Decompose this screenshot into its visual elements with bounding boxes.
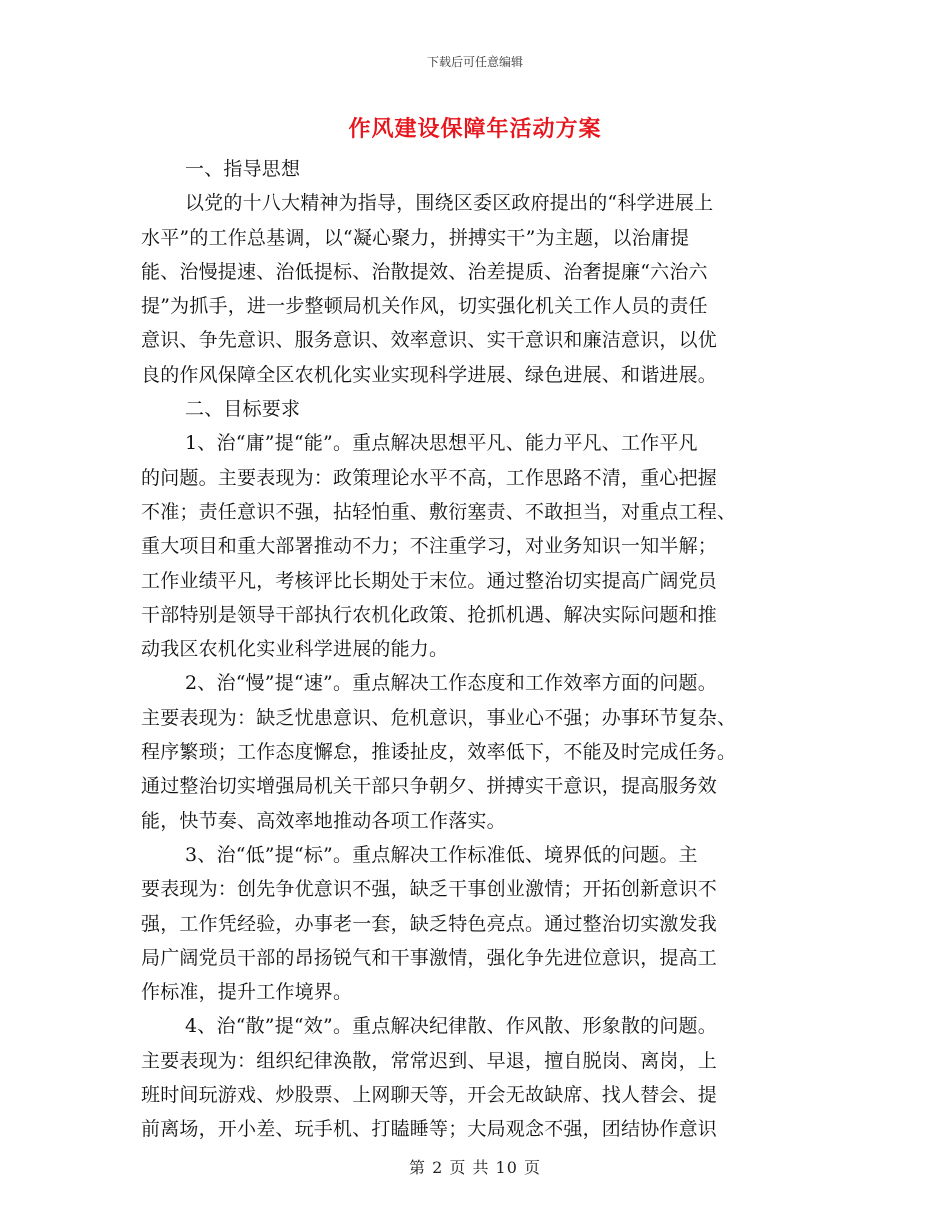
text-line: 作标准，提升工作境界。 xyxy=(141,981,353,1004)
text-line: 局广阔党员干部的昂扬锐气和干事激情，强化争先进位意识，提高工 xyxy=(141,946,718,969)
text-line: 一、指导思想 xyxy=(185,158,301,180)
text-line: 的问题。主要表现为：政策理论水平不高，工作思路不清，重心把握 xyxy=(141,466,718,489)
text-line: 能、治慢提速、治低提标、治散提效、治差提质、治奢提廉“六治六 xyxy=(141,260,708,283)
header-note: 下载后可任意编辑 xyxy=(426,55,523,69)
text-line: 前离场，开小差、玩手机、打瞌睡等；大局观念不强，团结协作意识 xyxy=(141,1118,718,1141)
text-line: 动我区农机化实业科学进展的能力。 xyxy=(141,638,449,661)
text-line: 二、目标要求 xyxy=(185,398,301,421)
text-line: 不准；责任意识不强，拈轻怕重、敷衍塞责、不敢担当，对重点工程、 xyxy=(141,500,737,523)
text-line: 主要表现为：组织纪律涣散，常常迟到、早退，擅自脱岗、离岗，上 xyxy=(141,1049,718,1072)
text-line: 通过整治切实增强局机关干部只争朝夕、拼搏实干意识，提高服务效 xyxy=(141,775,718,798)
document-body xyxy=(141,152,831,1147)
text-line: 程序繁琐；工作态度懈怠，推诿扯皮，效率低下，不能及时完成任务。 xyxy=(141,741,737,764)
text-line: 干部特别是领导干部执行农机化政策、抢抓机遇、解决实际问题和推 xyxy=(141,603,718,626)
text-line: 重大项目和重大部署推动不力；不注重学习，对业务知识一知半解； xyxy=(141,535,718,558)
text-line: 以党的十八大精神为指导，围绕区委区政府提出的“科学进展上 xyxy=(185,192,714,215)
text-line: 要表现为：创先争优意识不强，缺乏干事创业激情；开拓创新意识不 xyxy=(141,878,718,901)
page-footer: 第 2 页 共 10 页 xyxy=(409,1158,541,1177)
text-line: 1、治“庸”提“能”。重点解决思想平凡、能力平凡、工作平凡 xyxy=(185,432,698,455)
text-line: 能，快节奏、高效率地推动各项工作落实。 xyxy=(141,809,506,832)
text-line: 工作业绩平凡，考核评比长期处于末位。通过整治切实提高广阔党员 xyxy=(141,569,718,592)
text-line: 主要表现为：缺乏忧患意识、危机意识，事业心不强；办事环节复杂、 xyxy=(141,706,737,729)
text-line: 提”为抓手，进一步整顿局机关作风，切实强化机关工作人员的责任 xyxy=(141,295,708,318)
text-line: 班时间玩游戏、炒股票、上网聊天等，开会无故缺席、找人替会、提 xyxy=(141,1084,718,1107)
text-line: 2、治“慢”提“速”。重点解决工作态度和工作效率方面的问题。 xyxy=(185,672,717,695)
text-line: 4、治“散”提“效”。重点解决纪律散、作风散、形象散的问题。 xyxy=(185,1015,717,1038)
text-line: 水平”的工作总基调，以“凝心聚力，拼搏实干”为主题，以治庸提 xyxy=(141,226,690,249)
text-line: 良的作风保障全区农机化实业实现科学进展、绿色进展、和谐进展。 xyxy=(141,363,718,386)
text-line: 3、治“低”提“标”。重点解决工作标准低、境界低的问题。主 xyxy=(185,843,698,866)
document-title: 作风建设保障年活动方案 xyxy=(348,116,602,142)
text-line: 强，工作凭经验，办事老一套，缺乏特色亮点。通过整治切实激发我 xyxy=(141,912,718,935)
text-line: 意识、争先意识、服务意识、效率意识、实干意识和廉洁意识，以优 xyxy=(141,329,718,352)
